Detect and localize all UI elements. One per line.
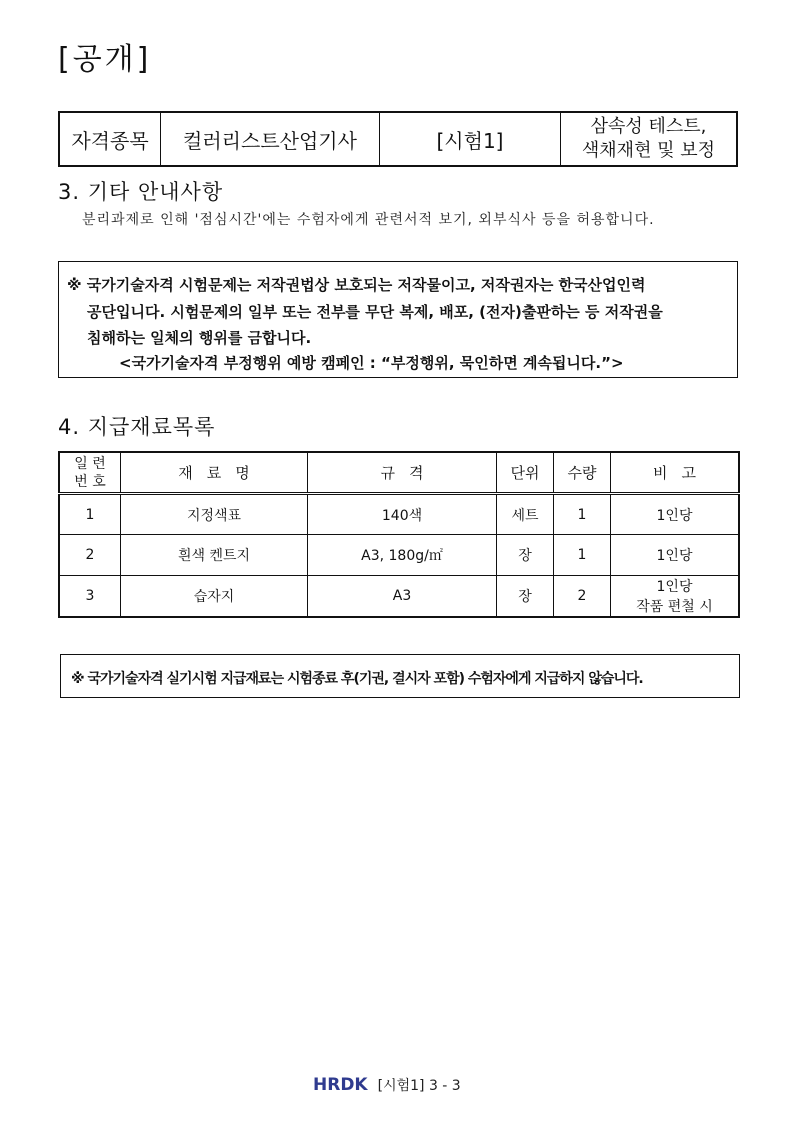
campaign-slogan: <국가기술자격 부정행위 예방 캠페인 : “부정행위, 묵인하면 계속됩니다.”> [119,354,624,372]
cell-note: 1인당 [611,494,740,535]
cell-note [611,576,740,618]
exam-info-test: [시험1] [380,112,561,166]
cell-note-line1: 1인당 [656,579,693,595]
material-notice-text: ※ 국가기술자격 실기시험 지급재료는 시험종료 후(기권, 결시자 포함) 수험자에게 지급하지 않습니다. [71,671,643,687]
header-serial-no-line2: 번 호 [74,473,106,490]
cell-name: 지정색표 [121,494,308,535]
header-unit: 단위 [497,452,554,494]
exam-info-table [58,111,738,167]
exam-info-task-line1: 삼속성 테스트, [590,116,707,137]
material-notice-box [60,654,740,698]
exam-info-subject: 컬러리스트산업기사 [161,112,380,166]
cell-qty: 1 [554,535,611,576]
cell-unit: 장 [497,576,554,618]
header-note: 비고 [611,452,740,494]
page-title: [공개] [58,42,152,77]
section4-heading: 4. 지급재료목록 [58,415,216,439]
cell-no: 1 [59,494,121,535]
exam-info-label: 자격종목 [59,112,161,166]
exam-info-task-line2: 색채재현 및 보정 [581,140,716,161]
cell-note: 1인당 [611,535,740,576]
page-footer [313,1075,461,1095]
copyright-notice-box [58,261,738,378]
table-row [59,576,739,618]
cell-no: 2 [59,535,121,576]
header-serial-no [59,452,121,494]
cell-unit: 장 [497,535,554,576]
cell-qty: 2 [554,576,611,618]
page-number: [시험1] 3 - 3 [377,1078,461,1094]
cell-spec: A3 [308,576,497,618]
header-material-name: 재료명 [121,452,308,494]
cell-note-line2: 작품 편철 시 [636,599,713,615]
cell-name: 흰색 켄트지 [121,535,308,576]
header-serial-no-line1: 일 련 [74,455,106,472]
section3-heading: 3. 기타 안내사항 [58,180,224,204]
hrdk-logo: HRDK [313,1075,368,1095]
cell-no: 3 [59,576,121,618]
section3-body: 분리과제로 인해 '점심시간'에는 수험자에게 관련서적 보기, 외부식사 등을 허용합니다. [82,212,655,228]
cell-spec: 140색 [308,494,497,535]
table-row [59,535,739,576]
cell-name: 습자지 [121,576,308,618]
cell-spec: A3, 180g/㎡ [308,535,497,576]
cell-unit: 세트 [497,494,554,535]
header-qty: 수량 [554,452,611,494]
cell-qty: 1 [554,494,611,535]
materials-table [58,451,740,618]
copyright-notice-line1: ※ 국가기술자격 시험문제는 저작권법상 보호되는 저작물이고, 저작권자는 한국산업인력 [67,276,646,294]
exam-info-task [561,112,738,166]
copyright-notice-line3: 침해하는 일체의 행위를 금합니다. [87,329,312,347]
copyright-notice-line2: 공단입니다. 시험문제의 일부 또는 전부를 무단 복제, 배포, (전자)출판하는 등 저작권을 [87,303,663,321]
table-row [59,494,739,535]
header-spec: 규격 [308,452,497,494]
